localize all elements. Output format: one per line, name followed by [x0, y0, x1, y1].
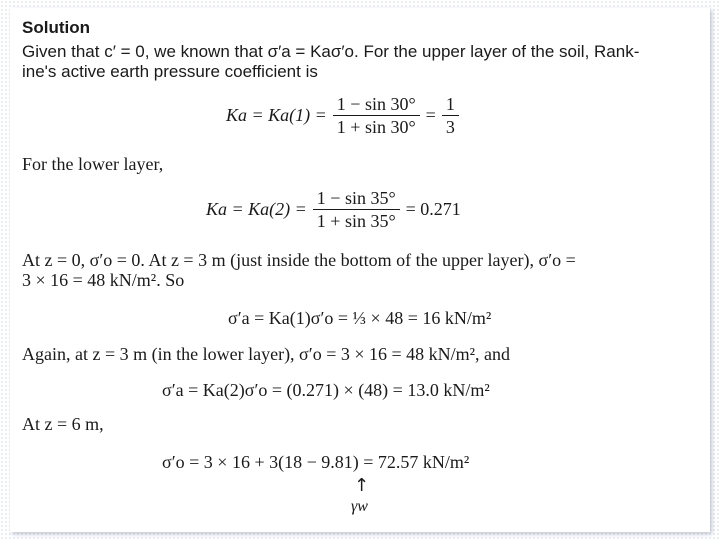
lower-layer-text: For the lower layer,: [22, 154, 164, 174]
paragraph-3-line-2: 3 × 16 = 48 kN/m². So: [22, 270, 185, 290]
equation-ka2: [206, 188, 461, 231]
equation-sigma-a2: σ′a = Ka(2)σ′o = (0.271) × (48) = 13.0 kN/m²: [162, 380, 490, 400]
eq2-lhs: Ka = Ka(2) =: [206, 199, 307, 219]
intro-line-2: ine's active earth pressure coefficient is: [22, 62, 318, 81]
eq2-denominator: 1 + sin 35°: [316, 211, 396, 231]
eq2-numerator: 1 − sin 35°: [316, 188, 396, 208]
intro-line-1: Given that c′ = 0, we known that σ′a = Kaσ′o. For the upper layer of the soil, Rank-: [22, 42, 640, 61]
solution-heading: Solution: [22, 18, 90, 37]
eq1-denominator: 1 + sin 30°: [336, 117, 416, 137]
paragraph-4: Again, at z = 3 m (in the lower layer), σ′o = 3 × 16 = 48 kN/m², and: [22, 344, 511, 364]
equation-ka1: [226, 94, 465, 137]
paragraph-3-line-1: At z = 0, σ′o = 0. At z = 3 m (just inside the bottom of the upper layer), σ′o =: [22, 250, 576, 270]
paragraph-5: At z = 6 m,: [22, 414, 104, 434]
equation-sigma-o: σ′o = 3 × 16 + 3(18 − 9.81) = 72.57 kN/m²: [162, 452, 470, 472]
eq1-result-den: 3: [445, 117, 455, 137]
eq1-result-fraction: [442, 94, 459, 137]
eq1-numerator: 1 − sin 30°: [336, 94, 416, 114]
eq1-equals: =: [425, 105, 436, 125]
eq1-lhs: Ka = Ka(1) =: [226, 105, 327, 125]
eq1-fraction: [333, 94, 420, 137]
up-arrow: ↑: [354, 475, 370, 496]
eq2-result: = 0.271: [405, 199, 461, 219]
eq2-fraction: [313, 188, 400, 231]
eq1-result-num: 1: [445, 94, 455, 114]
document-page: [10, 8, 710, 532]
equation-sigma-a1: σ′a = Ka(1)σ′o = ⅓ × 48 = 16 kN/m²: [228, 308, 492, 328]
gamma-w-label: γw: [351, 498, 368, 515]
